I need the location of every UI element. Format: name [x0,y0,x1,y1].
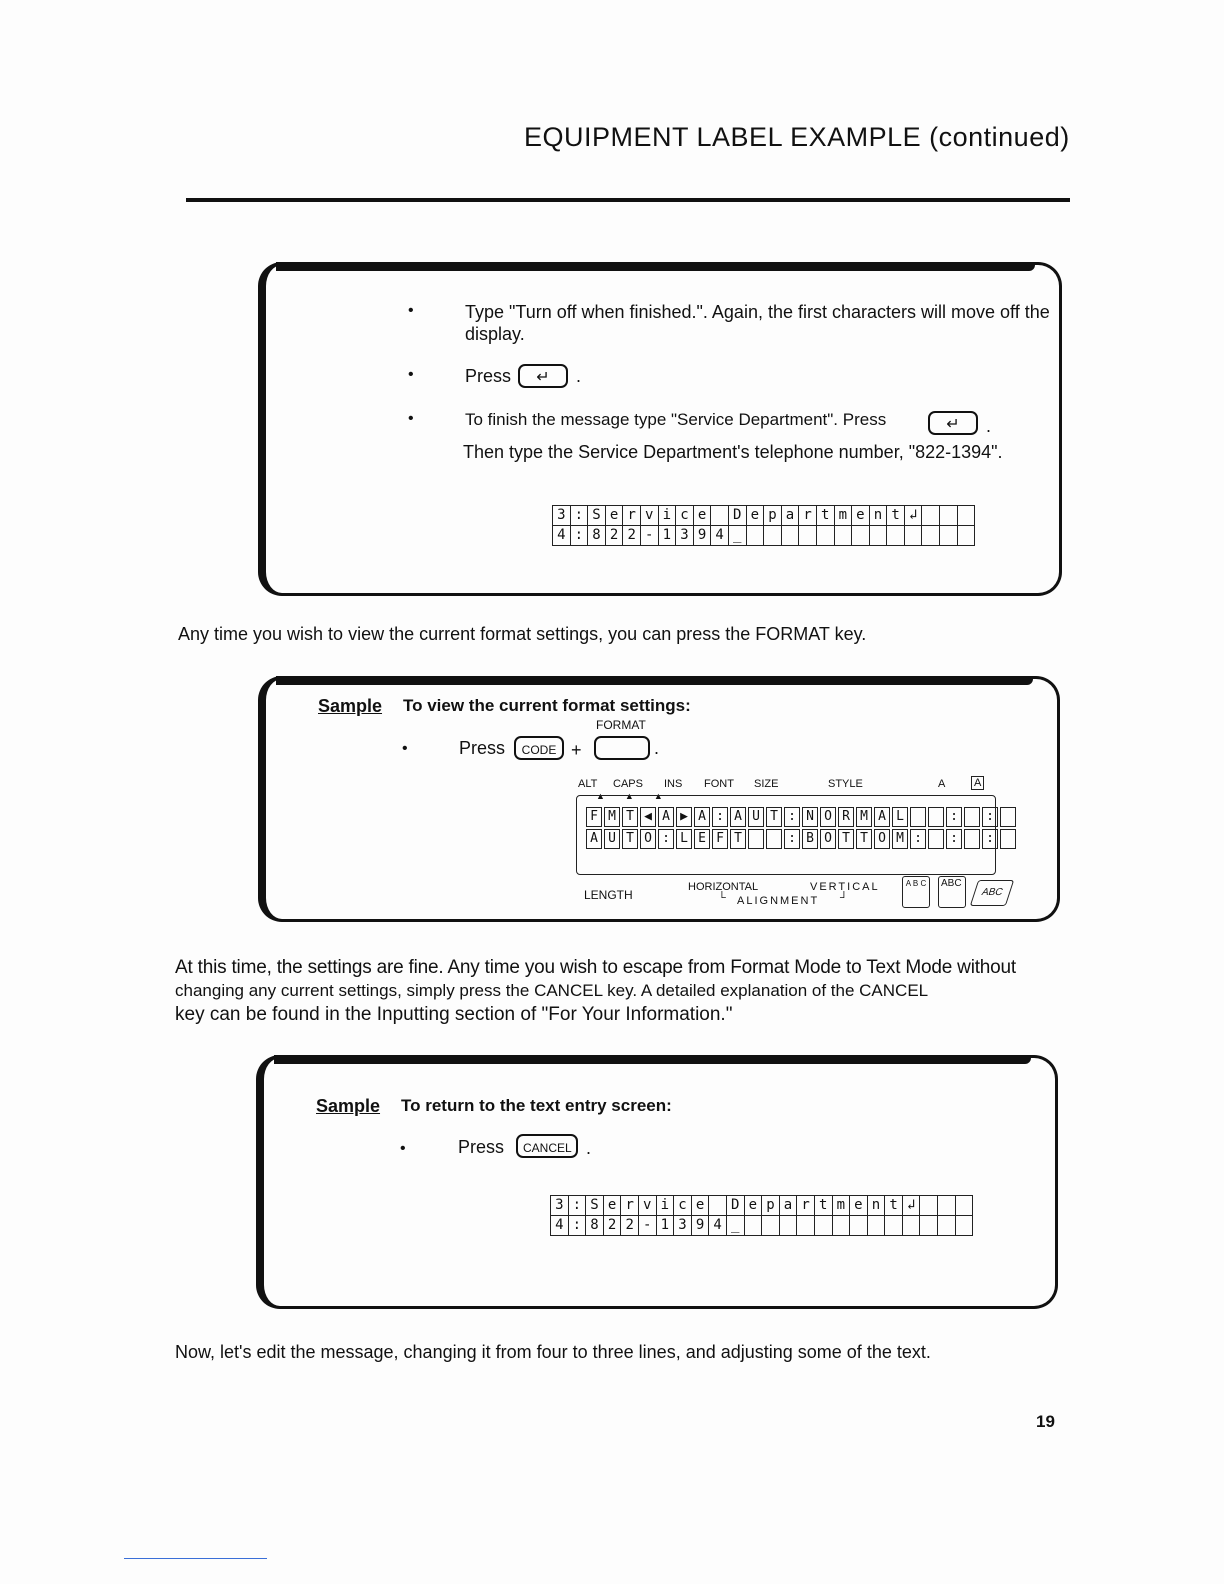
sample-label: Sample [318,696,383,716]
cancel-key: CANCEL [516,1134,578,1158]
lcd-cell: U [748,807,764,827]
display-cell: 9 [693,526,711,546]
display-cell [762,1216,780,1236]
display-cell: p [764,506,782,526]
display-cell [744,1216,762,1236]
display-cell: e [691,1196,709,1216]
display-cell: e [852,506,870,526]
display-cell: e [603,1196,621,1216]
lcd-cell: O [640,829,656,849]
lcd-cell: R [838,807,854,827]
display-cell: m [832,1196,850,1216]
lcd-cell: ◀ [640,807,656,827]
display-cell: 2 [623,526,641,546]
display-cell: _ [728,526,746,546]
display-cell [764,526,782,546]
lcd-cell [748,829,764,849]
panel-top-bar [276,262,1035,271]
display-cell [885,1216,903,1236]
lcd-cell: L [676,829,692,849]
step-text: Press [465,366,512,386]
display-cell: r [799,506,817,526]
display-cell [938,1196,956,1216]
lcd-cell [766,829,782,849]
display-cell: c [674,1196,692,1216]
lcd-cell: O [820,829,836,849]
display-cell [797,1216,815,1236]
lcd-cell: : [946,829,962,849]
page-number: 19 [1036,1412,1055,1431]
display-cell: n [867,1196,885,1216]
indicator-a-boxed: A [971,776,984,790]
display-cell: a [781,506,799,526]
indicator-caps: CAPS [613,778,643,790]
period: . [654,738,660,758]
display-cell: n [869,506,887,526]
display-cell [940,506,958,526]
return-key-icon: ↵ [518,364,568,388]
arrow-marks: ▲▲▲ [596,791,683,801]
display-cell: t [887,506,905,526]
display-cell [779,1216,797,1236]
lcd-cell: : [946,807,962,827]
display-cell: i [656,1196,674,1216]
display-cell [816,526,834,546]
panel-top-bar [274,1055,1031,1064]
bullet: • [408,410,414,427]
bullet: • [408,366,414,383]
display-cell [834,526,852,546]
display-cell: 4 [551,1216,569,1236]
lcd-cell [928,829,944,849]
display-cell: p [762,1196,780,1216]
display-cell [850,1216,868,1236]
footer-line [124,1558,267,1559]
display-cell [920,1216,938,1236]
lcd-cell [964,829,980,849]
period: . [576,366,582,386]
return-key-icon: ↵ [928,411,978,435]
display-cell [709,1196,727,1216]
lcd-cell: : [712,807,728,827]
press-text: Press [458,1137,505,1157]
lcd-cell: A [694,807,710,827]
display-cell: 2 [603,1216,621,1236]
lcd-cell: T [622,807,638,827]
paragraph: Any time you wish to view the current format settings, you can press the FORMAT key. [178,624,867,644]
label-alignment: ALIGNMENT [737,895,820,907]
title-rule [186,198,1070,202]
bracket-left: └ [718,892,726,904]
display-cell: 3 [674,1216,692,1236]
display-cell [867,1216,885,1236]
lcd-cell [1000,829,1016,849]
lcd-cell [910,807,926,827]
lcd-cell [928,807,944,827]
step-text: Then type the Service Department's telephone number, "822-1394". [463,442,1003,462]
display-cell: 2 [605,526,623,546]
indicator-font: FONT [704,778,734,790]
label-length: LENGTH [584,888,633,902]
display-cell: r [623,506,641,526]
abc-box-icon [938,876,966,908]
code-key: CODE [514,736,564,760]
lcd-cell: : [910,829,926,849]
sample-heading: To return to the text entry screen: [401,1096,672,1115]
lcd-cell: E [694,829,710,849]
display-cell: e [850,1196,868,1216]
press-text: Press [459,738,506,758]
format-key-label: FORMAT [596,718,646,732]
display-cell [902,1216,920,1236]
display-cell: 4 [709,1216,727,1236]
display-cell [781,526,799,546]
lcd-cell: L [892,807,908,827]
lcd-cell: T [838,829,854,849]
display-cell: S [586,1196,604,1216]
display-cell: r [797,1196,815,1216]
plus-sign: + [571,740,582,760]
display-cell: ↲ [904,506,922,526]
display-cell [955,1196,973,1216]
lcd-cell: T [730,829,746,849]
display-cell: ↲ [902,1196,920,1216]
lcd-cell: T [622,829,638,849]
display-cell [799,526,817,546]
lcd-cell: : [784,807,800,827]
page-title: EQUIPMENT LABEL EXAMPLE (continued) [524,122,1070,152]
display-cell: e [746,506,764,526]
lcd-cell: : [982,807,998,827]
paragraph: Now, let's edit the message, changing it from four to three lines, and adjusting some of the text. [175,1342,931,1362]
bullet: • [400,1140,406,1157]
lcd-cell: F [586,807,602,827]
display-cell: 2 [621,1216,639,1236]
display-cell: t [885,1196,903,1216]
lcd-cell: : [982,829,998,849]
display-cell: D [728,506,746,526]
display-cell [832,1216,850,1236]
display-cell: 9 [691,1216,709,1236]
indicator-size: SIZE [754,778,779,790]
lcd-cell: M [856,807,872,827]
indicator-alt: ALT [578,778,598,790]
display-cell [920,1196,938,1216]
display-cell: 4 [711,526,729,546]
display-cell: S [588,506,606,526]
step-text: Type "Turn off when finished.". Again, the first characters will move off the [465,302,1050,322]
display-grid [552,505,975,546]
lcd-cell [1000,807,1016,827]
display-cell [957,506,975,526]
abc-vertical-text: A B C [905,879,927,888]
display-cell: t [814,1196,832,1216]
abc-vertical-icon [902,876,930,908]
display-cell [922,506,940,526]
panel-top-bar [276,676,1033,685]
bracket-right: ┘ [840,892,848,904]
display-cell: v [638,1196,656,1216]
period: . [586,1138,592,1158]
abc-box-text: ABC [941,878,962,889]
display-cell [869,526,887,546]
display-cell [957,526,975,546]
lcd-cell: M [604,807,620,827]
display-cell: t [816,506,834,526]
abc-italic-text: ABC [980,887,1005,898]
display-cell [852,526,870,546]
display-cell: : [570,526,588,546]
lcd-cell [964,807,980,827]
paragraph-line: key can be found in the Inputting section of "For Your Information." [175,1004,733,1025]
lcd-cell: U [604,829,620,849]
lcd-cell: : [658,829,674,849]
display-cell [746,526,764,546]
display-cell: 8 [588,526,606,546]
display-cell [904,526,922,546]
paragraph-line: At this time, the settings are fine. Any time you wish to escape from Format Mode to Text Mode without [175,957,1016,978]
step-text: To finish the message type "Service Department". Press [465,410,887,429]
display-cell: e [605,506,623,526]
lcd-cell: A [730,807,746,827]
display-cell: e [693,506,711,526]
period: . [986,416,992,436]
bullet: • [402,740,408,757]
display-cell [955,1216,973,1236]
lcd-cell: A [658,807,674,827]
display-cell: c [676,506,694,526]
lcd-cell: ▶ [676,807,692,827]
lcd-cell: O [820,807,836,827]
bullet: • [408,302,414,319]
indicator-a: A [938,778,946,790]
display-cell [711,506,729,526]
indicator-ins: INS [664,778,683,790]
lcd-cell: M [892,829,908,849]
sample-heading: To view the current format settings: [403,696,691,715]
display-cell: e [744,1196,762,1216]
lcd-cell: : [784,829,800,849]
display-cell: m [834,506,852,526]
display-cell: 8 [586,1216,604,1236]
display-cell: : [568,1196,586,1216]
label-horizontal: HORIZONTAL [688,881,759,893]
display-cell [922,526,940,546]
lcd-cell: T [766,807,782,827]
lcd-grid [584,805,1018,851]
display-cell [814,1216,832,1236]
lcd-cell: F [712,829,728,849]
display-cell: : [568,1216,586,1236]
step-text: display. [465,324,525,344]
paragraph-line: changing any current settings, simply press the CANCEL key. A detailed explanation of the CANCEL [175,981,929,1000]
display-grid [550,1195,973,1236]
lcd-cell: T [856,829,872,849]
display-cell: - [638,1216,656,1236]
display-cell: : [570,506,588,526]
label-vertical: VERTICAL [810,881,880,893]
format-key [594,736,650,760]
display-cell: 3 [553,506,571,526]
display-cell: - [640,526,658,546]
display-cell: 4 [553,526,571,546]
lcd-cell: O [874,829,890,849]
display-cell: _ [726,1216,744,1236]
display-cell: a [779,1196,797,1216]
lcd-cell: B [802,829,818,849]
display-cell: i [658,506,676,526]
panel-return-text-entry [256,1055,1058,1309]
display-cell [938,1216,956,1236]
display-cell: D [726,1196,744,1216]
lcd-cell: A [874,807,890,827]
display-cell: v [640,506,658,526]
lcd-cell: N [802,807,818,827]
sample-label: Sample [316,1096,381,1116]
display-cell: 3 [551,1196,569,1216]
display-cell [887,526,905,546]
display-cell: r [621,1196,639,1216]
lcd-cell: A [586,829,602,849]
display-cell: 1 [656,1216,674,1236]
indicator-style: STYLE [828,778,863,790]
display-cell: 3 [676,526,694,546]
display-cell [940,526,958,546]
display-cell: 1 [658,526,676,546]
